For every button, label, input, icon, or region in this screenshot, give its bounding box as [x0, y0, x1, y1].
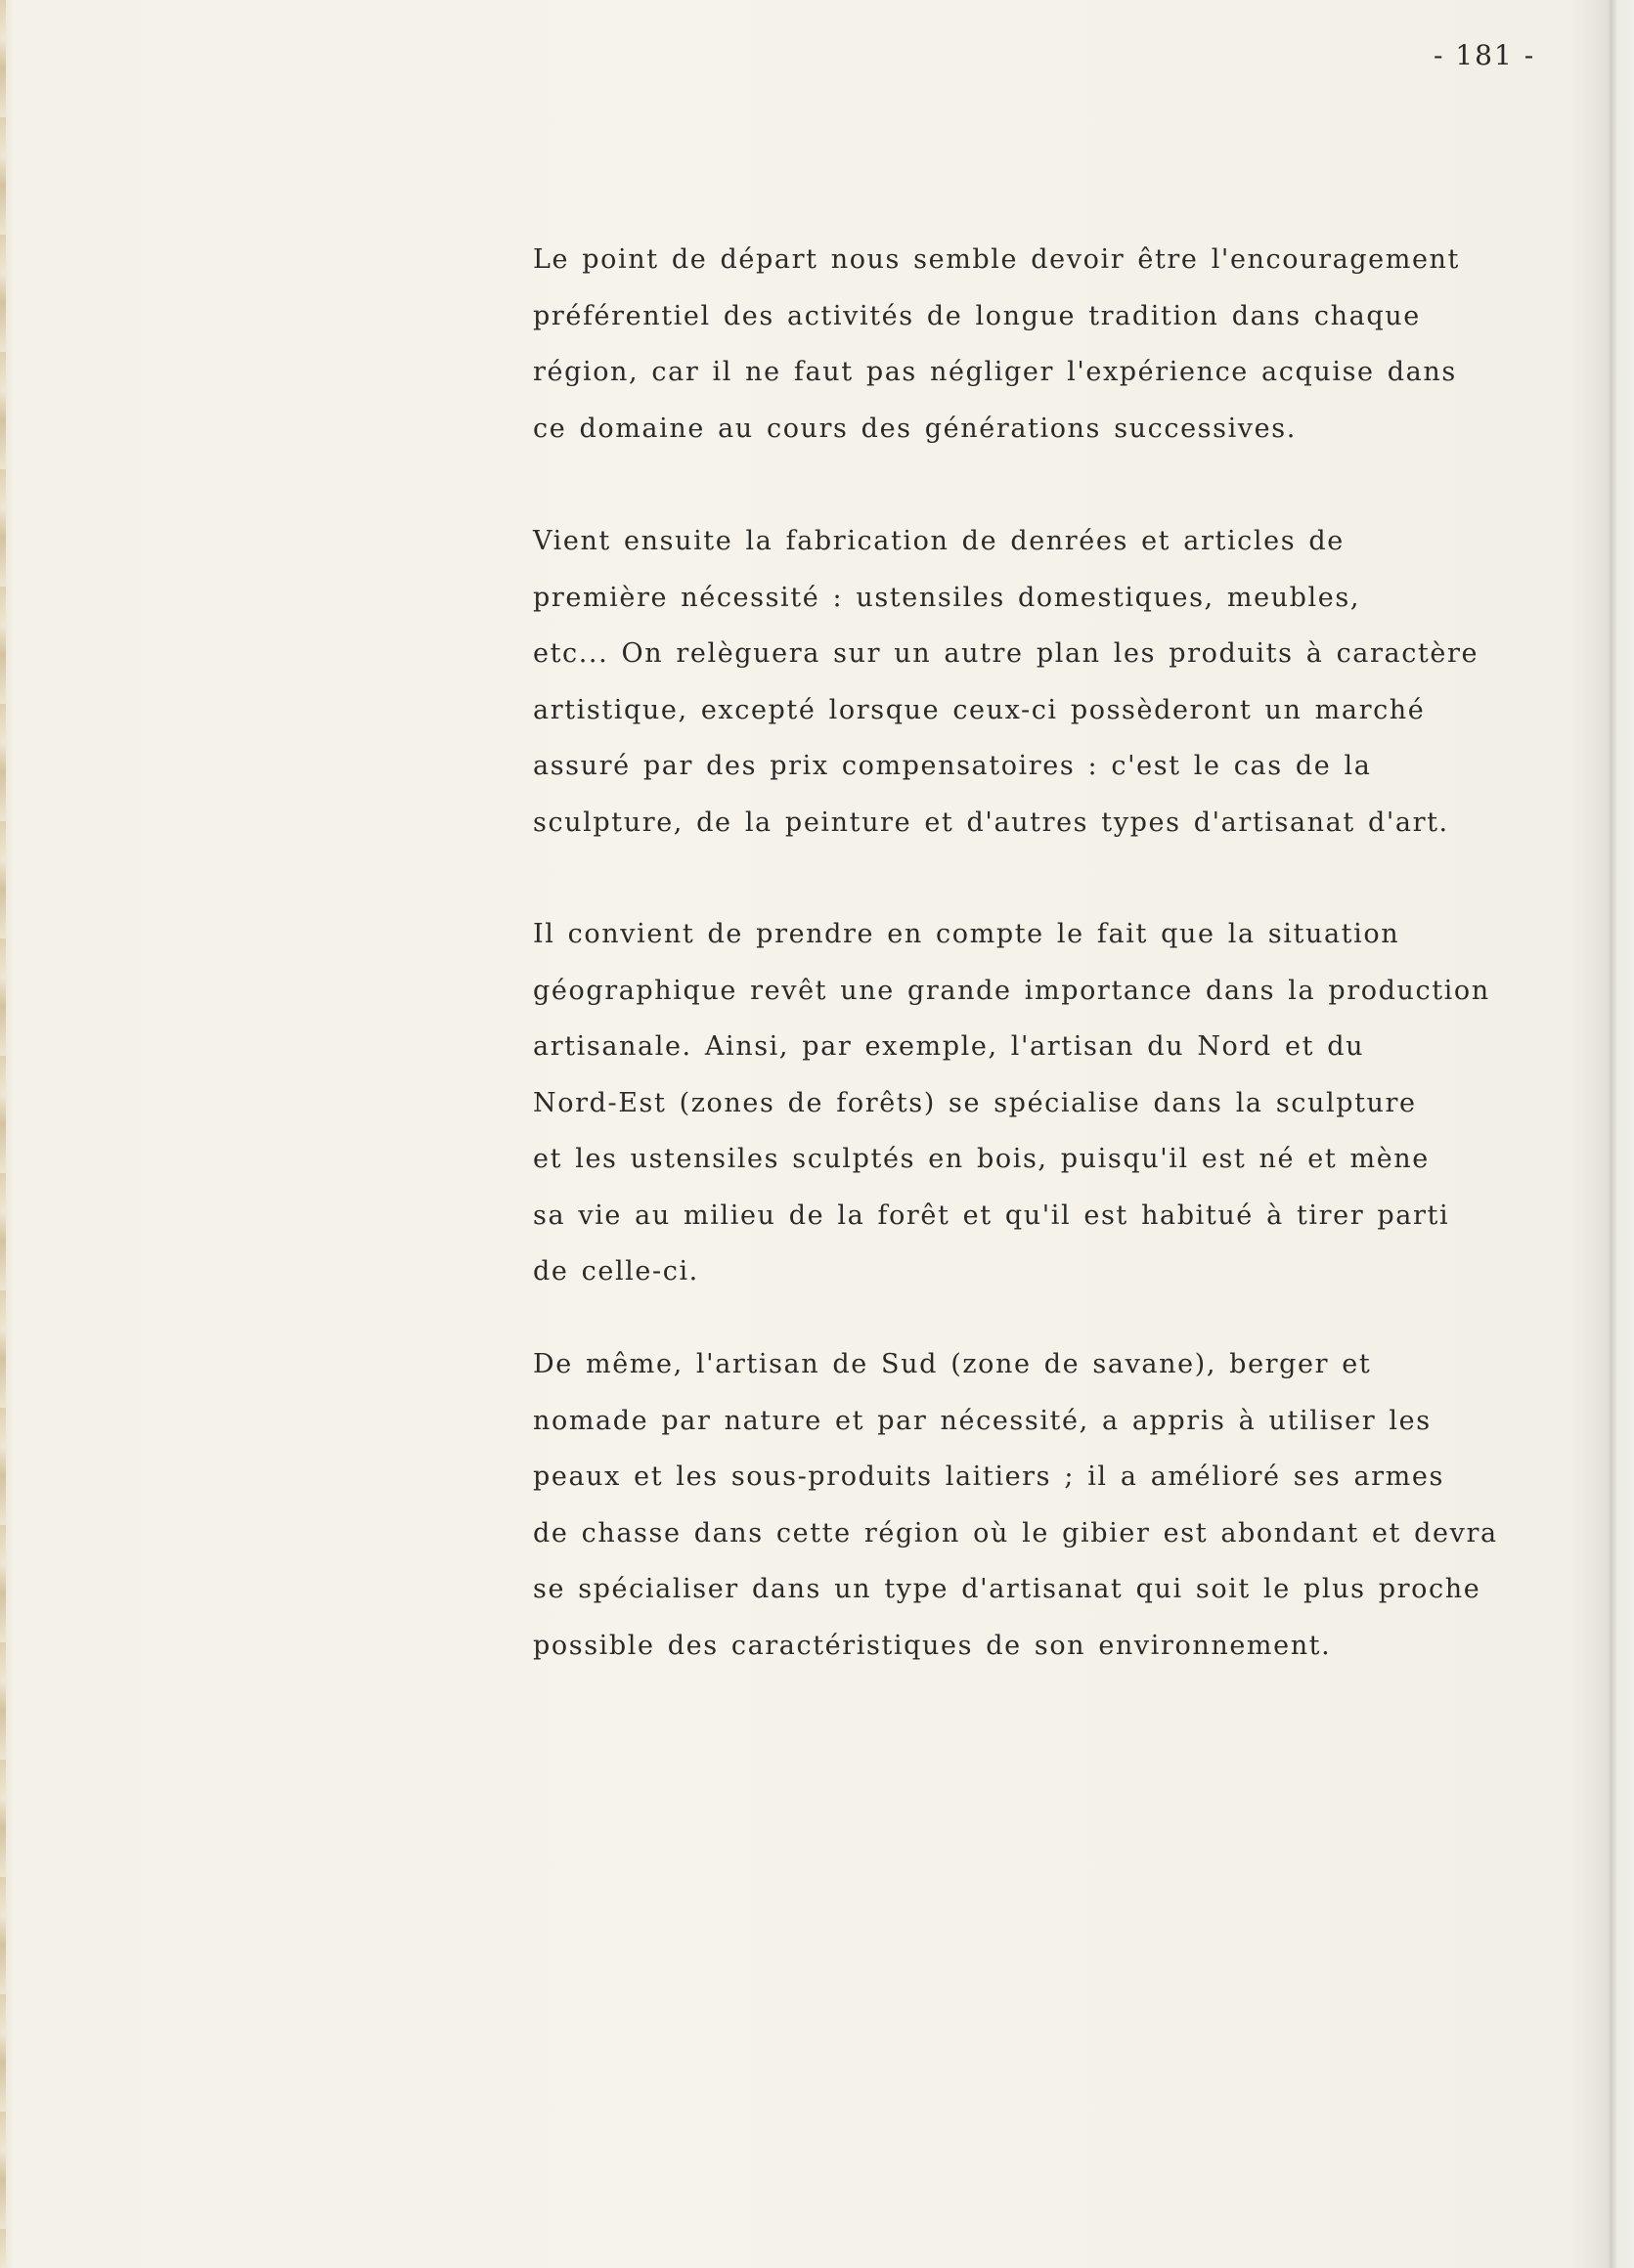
text-line: Nord-Est (zones de forêts) se spécialise dans la sculpture	[533, 1087, 1417, 1118]
text-line: Il convient de prendre en compte le fait que la situation	[533, 919, 1400, 949]
text-line: Le point de départ nous semble devoir être l'encouragement	[533, 244, 1460, 275]
text-line: se spécialiser dans un type d'artisanat qui soit le plus proche	[533, 1574, 1481, 1604]
text-line: De même, l'artisan de Sud (zone de savane), berger et	[533, 1349, 1372, 1379]
text-line: préférentiel des activités de longue tradition dans chaque	[533, 300, 1421, 331]
text-line: sa vie au milieu de la forêt et qu'il est habitué à tirer parti	[533, 1199, 1450, 1231]
text-line: sculpture, de la peinture et d'autres types d'artisanat d'art.	[533, 807, 1449, 838]
text-line: région, car il ne faut pas négliger l'expérience acquise dans	[533, 357, 1457, 387]
text-line: de celle-ci.	[533, 1256, 699, 1287]
text-line: Vient ensuite la fabrication de denrées et articles de	[533, 526, 1345, 556]
text-line: et les ustensiles sculptés en bois, puisqu'il est né et mène	[533, 1144, 1430, 1174]
text-line: nomade par nature et par nécessité, a appris à utiliser les	[533, 1405, 1432, 1436]
paragraph-4	[533, 1336, 1609, 1674]
text-line: assuré par des prix compensatoires : c'est le cas de la	[533, 751, 1372, 781]
page-number: - 181 -	[1434, 39, 1536, 71]
text-line: géographique revêt une grande importance dans la production	[533, 975, 1490, 1006]
paragraph-3	[533, 906, 1609, 1300]
text-line: artistique, excepté lorsque ceux-ci possèderont un marché	[533, 694, 1426, 725]
text-line: ce domaine au cours des générations successives.	[533, 413, 1297, 444]
text-line: peaux et les sous-produits laitiers ; il a amélioré ses armes	[533, 1461, 1444, 1492]
text-line: possible des caractéristiques de son environnement.	[533, 1630, 1332, 1661]
text-line: de chasse dans cette région où le gibier est abondant et devra	[533, 1517, 1498, 1548]
text-line: artisanale. Ainsi, par exemple, l'artisan du Nord et du	[533, 1031, 1365, 1062]
paragraph-1	[533, 232, 1609, 457]
paragraph-2	[533, 513, 1609, 850]
text-line: première nécessité : ustensiles domestiques, meubles,	[533, 582, 1361, 613]
paper-edge-stain	[0, 0, 6, 2268]
text-line: etc... On relèguera sur un autre plan les produits à caractère	[533, 638, 1479, 669]
